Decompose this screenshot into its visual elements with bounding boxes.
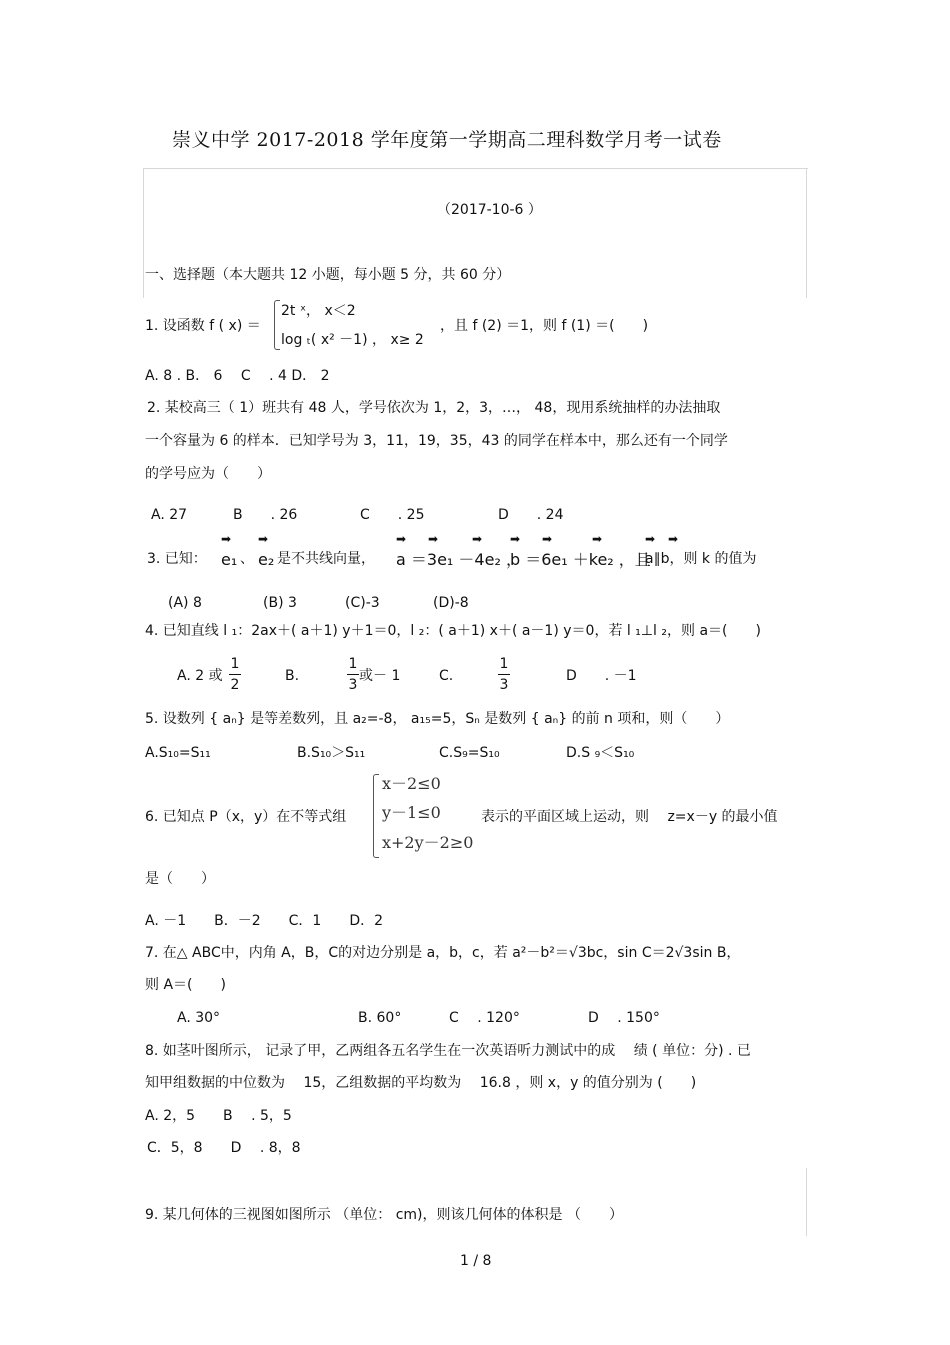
q5-option-d: D.S ₉＜S₁₀ xyxy=(566,745,635,761)
q3-parallel-clause: a∥b，则 k 的值为 xyxy=(645,551,757,567)
q2-option-d: D . 24 xyxy=(498,507,564,523)
fraction-numerator: 1 xyxy=(499,656,509,672)
q1-prefix: 1. 设函数 f ( x) ＝ xyxy=(145,318,261,334)
vector-arrow-icon: ➡ xyxy=(428,532,439,546)
q9-line: 9. 某几何体的三视图如图所示 （单位： cm)，则该几何体的体积是 （ ） xyxy=(145,1207,623,1223)
vector-arrow-icon: ➡ xyxy=(592,532,603,546)
q3-option-d: (D)-8 xyxy=(433,595,469,611)
q6-brace xyxy=(373,774,379,858)
section-heading: 一、选择题（本大题共 12 小题，每小题 5 分，共 60 分） xyxy=(145,267,511,283)
q2-option-a: A. 27 xyxy=(151,507,188,523)
q3-prefix: 3. 已知： xyxy=(147,551,207,567)
q3-mid: 是不共线向量， xyxy=(277,551,375,567)
q4-option-b-suffix: 或－ 1 xyxy=(359,668,401,684)
q3-option-c: (C)-3 xyxy=(345,595,380,611)
vector-arrow-icon: ➡ xyxy=(542,532,553,546)
q8-options-ab: A. 2，5 B . 5，5 xyxy=(145,1108,292,1124)
vector-arrow-icon: ➡ xyxy=(668,532,679,546)
q4-option-b: B. xyxy=(285,668,300,684)
q4-option-a: A. 2 或 xyxy=(177,668,223,684)
q4-option-c: C. xyxy=(439,668,454,684)
q4-option-d: D . －1 xyxy=(566,668,637,684)
q1-suffix: ，且 f (2) ＝1，则 f (1) ＝( ) xyxy=(440,318,649,334)
q6-inequality-2: y－1≤0 xyxy=(382,803,441,822)
q2-line2: 一个容量为 6 的样本．已知学号为 3，11，19，35，43 的同学在样本中，那么还有一个同学 xyxy=(145,433,728,449)
q7-line2: 则 A＝( ) xyxy=(145,977,226,993)
q3-b-expression: b ＝6e₁ ＋ke₂ ，且 xyxy=(510,550,651,569)
q5-option-a: A.S₁₀=S₁₁ xyxy=(145,745,211,761)
q8-line2: 知甲组数据的中位数为 15，乙组数据的平均数为 16.8 ，则 x，y 的值分别为 ( ) xyxy=(145,1075,697,1091)
q7-option-a: A. 30° xyxy=(177,1010,221,1026)
page-title: 崇义中学 2017-2018 学年度第一学期高二理科数学月考一试卷 xyxy=(172,129,722,151)
q6-inequality-3: x+2y－2≥0 xyxy=(382,833,474,852)
right-rule xyxy=(806,168,807,298)
q4-option-a-fraction xyxy=(229,657,241,692)
q2-line3: 的学号应为（ ） xyxy=(145,466,271,482)
q6-suffix: 表示的平面区域上运动，则 z=x－y 的最小值 xyxy=(481,809,778,825)
vector-arrow-icon: ➡ xyxy=(221,532,232,546)
q8-options-cd: C．5，8 D . 8，8 xyxy=(147,1140,301,1156)
q3-sep: 、 xyxy=(240,551,254,567)
q8-line1: 8. 如茎叶图所示， 记录了甲，乙两组各五名学生在一次英语听力测试中的成 绩 ( 单位：分) . 已 xyxy=(145,1043,751,1059)
right-rule-bottom xyxy=(806,1168,807,1236)
q7-option-d: D . 150° xyxy=(588,1010,660,1026)
fraction-denominator: 2 xyxy=(230,677,240,693)
vector-arrow-icon: ➡ xyxy=(645,532,656,546)
q6-line2: 是（ ） xyxy=(145,871,215,887)
q5-option-c: C.S₉=S₁₀ xyxy=(439,745,500,761)
q2-option-c: C . 25 xyxy=(360,507,425,523)
q4-line: 4. 已知直线 l ₁：2ax＋( a＋1) y＋1＝0，l ₂：( a＋1) x＋( a－1) y＝0，若 l ₁⊥l ₂，则 a＝( ) xyxy=(145,623,761,639)
vector-arrow-icon: ➡ xyxy=(396,532,407,546)
fraction-denominator: 3 xyxy=(348,677,358,693)
page-number: 1 / 8 xyxy=(460,1253,492,1269)
q5-option-b: B.S₁₀＞S₁₁ xyxy=(297,745,366,761)
q3-e1: e₁ xyxy=(221,550,238,569)
vector-arrow-icon: ➡ xyxy=(510,532,521,546)
q2-option-b: B . 26 xyxy=(233,507,298,523)
q1-options: A. 8 . B． 6 C . 4 D． 2 xyxy=(145,368,330,384)
q7-line1: 7. 在△ ABC中，内角 A，B，C的对边分别是 a，b，c，若 a²－b²＝√3bc，sin C＝2√3sin B， xyxy=(145,945,741,961)
fraction-numerator: 1 xyxy=(230,656,240,672)
q6-options: A. －1 B．－2 C．1 D．2 xyxy=(145,913,384,929)
q1-brace xyxy=(274,300,280,350)
q6-inequality-1: x－2≤0 xyxy=(382,774,441,793)
q3-a-expression: a ＝3e₁ －4e₂ ， xyxy=(396,550,522,569)
q7-option-b: B. 60° xyxy=(358,1010,402,1026)
q2-line1: 2. 某校高三（ 1）班共有 48 人，学号依次为 1，2，3，…， 48，现用系统抽样的办法抽取 xyxy=(147,400,721,416)
exam-date: （2017-10-6 ） xyxy=(437,202,542,218)
q5-line: 5. 设数列 { aₙ} 是等差数列，且 a₂=-8， a₁₅=5，Sₙ 是数列 { aₙ} 的前 n 项和，则（ ） xyxy=(145,711,730,727)
q3-e2: e₂ xyxy=(258,550,275,569)
q1-case1: 2t ˣ， x＜2 xyxy=(281,303,356,319)
fraction-denominator: 3 xyxy=(499,677,509,693)
q4-option-c-fraction xyxy=(498,657,510,692)
q6-prefix: 6. 已知点 P（x，y）在不等式组 xyxy=(145,809,347,825)
q3-option-b: (B) 3 xyxy=(263,595,297,611)
top-rule xyxy=(143,168,808,169)
q3-option-a: (A) 8 xyxy=(168,595,202,611)
q4-option-b-fraction xyxy=(347,657,359,692)
left-rule xyxy=(143,168,144,298)
q7-option-c: C . 120° xyxy=(449,1010,520,1026)
fraction-numerator: 1 xyxy=(348,656,358,672)
vector-arrow-icon: ➡ xyxy=(258,532,269,546)
vector-arrow-icon: ➡ xyxy=(472,532,483,546)
q1-case2: log ₜ( x² －1) ， x≥ 2 xyxy=(281,332,424,348)
